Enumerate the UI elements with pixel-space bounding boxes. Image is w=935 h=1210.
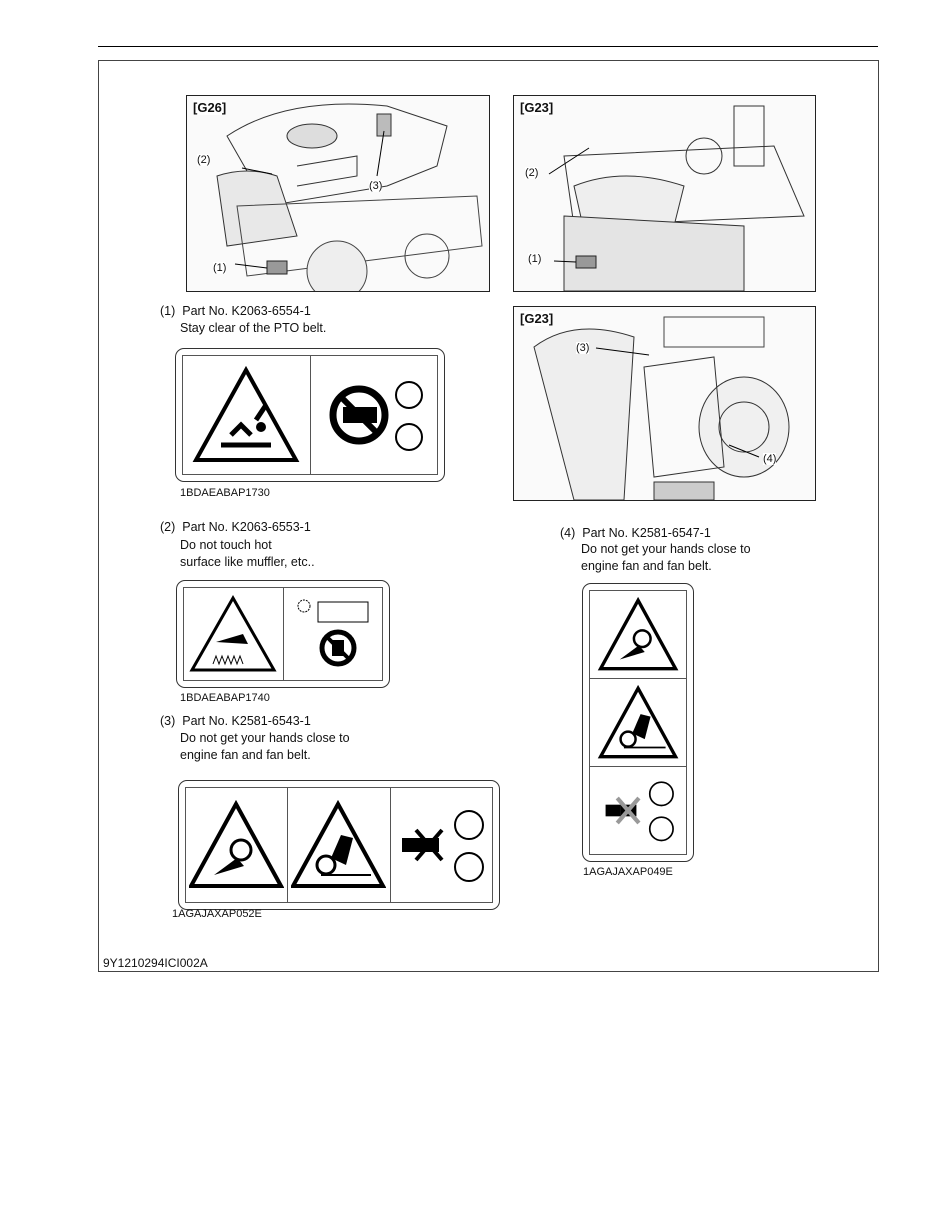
callout-4: (4) [763, 453, 777, 465]
label-1-description: Stay clear of the PTO belt. [180, 321, 327, 335]
safety-label-3 [178, 780, 500, 910]
label-3-code: 1AGAJAXAP052E [172, 908, 262, 920]
label-3-description-line-1: Do not get your hands close to [180, 731, 350, 745]
label-3-description-line-2: engine fan and fan belt. [180, 748, 311, 762]
item-number: (1) [160, 304, 176, 318]
callout-1: (1) [213, 262, 227, 274]
label-4-part [560, 526, 711, 540]
hot-surface-warning-icon [184, 588, 284, 680]
tractor-front-illustration [514, 96, 815, 291]
safety-label-4 [582, 583, 694, 862]
label-3-part [160, 714, 311, 728]
belt-warning-icon [288, 788, 390, 902]
safety-label-1 [175, 348, 445, 482]
label-1-code: 1BDAEABAP1730 [180, 487, 270, 499]
entanglement-warning-icon [183, 356, 311, 474]
mower-engine-illustration [187, 96, 489, 291]
callout-2: (2) [197, 154, 211, 166]
no-hands-rotating-icon [311, 356, 438, 474]
label-4-code: 1AGAJAXAP049E [583, 866, 673, 878]
part-number: Part No. K2063-6554-1 [182, 304, 311, 318]
callout-3: (3) [369, 180, 383, 192]
no-touch-muffler-icon [284, 588, 383, 680]
item-number: (2) [160, 520, 176, 534]
callout-2: (2) [525, 167, 539, 179]
label-2-description-line-2: surface like muffler, etc.. [180, 555, 315, 569]
safety-label-2 [176, 580, 390, 688]
label-2-code: 1BDAEABAP1740 [180, 692, 270, 704]
engine-fan-illustration [514, 307, 815, 500]
figure-tag: [G23] [520, 100, 554, 115]
callout-1: (1) [528, 253, 542, 265]
part-number: Part No. K2063-6553-1 [182, 520, 311, 534]
label-4-description-line-1: Do not get your hands close to [581, 542, 751, 556]
header-rule [98, 46, 878, 47]
item-number: (4) [560, 526, 576, 540]
document-code: 9Y1210294ICI002A [103, 956, 208, 970]
label-1-part [160, 304, 311, 318]
fan-warning-icon [186, 788, 288, 902]
fan-warning-icon [590, 591, 686, 679]
label-2-part [160, 520, 311, 534]
no-hands-fan-icon [590, 767, 686, 854]
belt-warning-icon [590, 679, 686, 767]
figure-tag: [G26] [193, 100, 227, 115]
callout-3: (3) [576, 342, 590, 354]
part-number: Part No. K2581-6547-1 [582, 526, 711, 540]
label-2-description-line-1: Do not touch hot [180, 538, 272, 552]
part-number: Part No. K2581-6543-1 [182, 714, 311, 728]
figure-tag: [G23] [520, 311, 554, 326]
figure-g23-top [513, 95, 816, 292]
label-4-description-line-2: engine fan and fan belt. [581, 559, 712, 573]
figure-g23-bottom [513, 306, 816, 501]
no-hands-fan-icon [391, 788, 492, 902]
item-number: (3) [160, 714, 176, 728]
figure-g26 [186, 95, 490, 292]
